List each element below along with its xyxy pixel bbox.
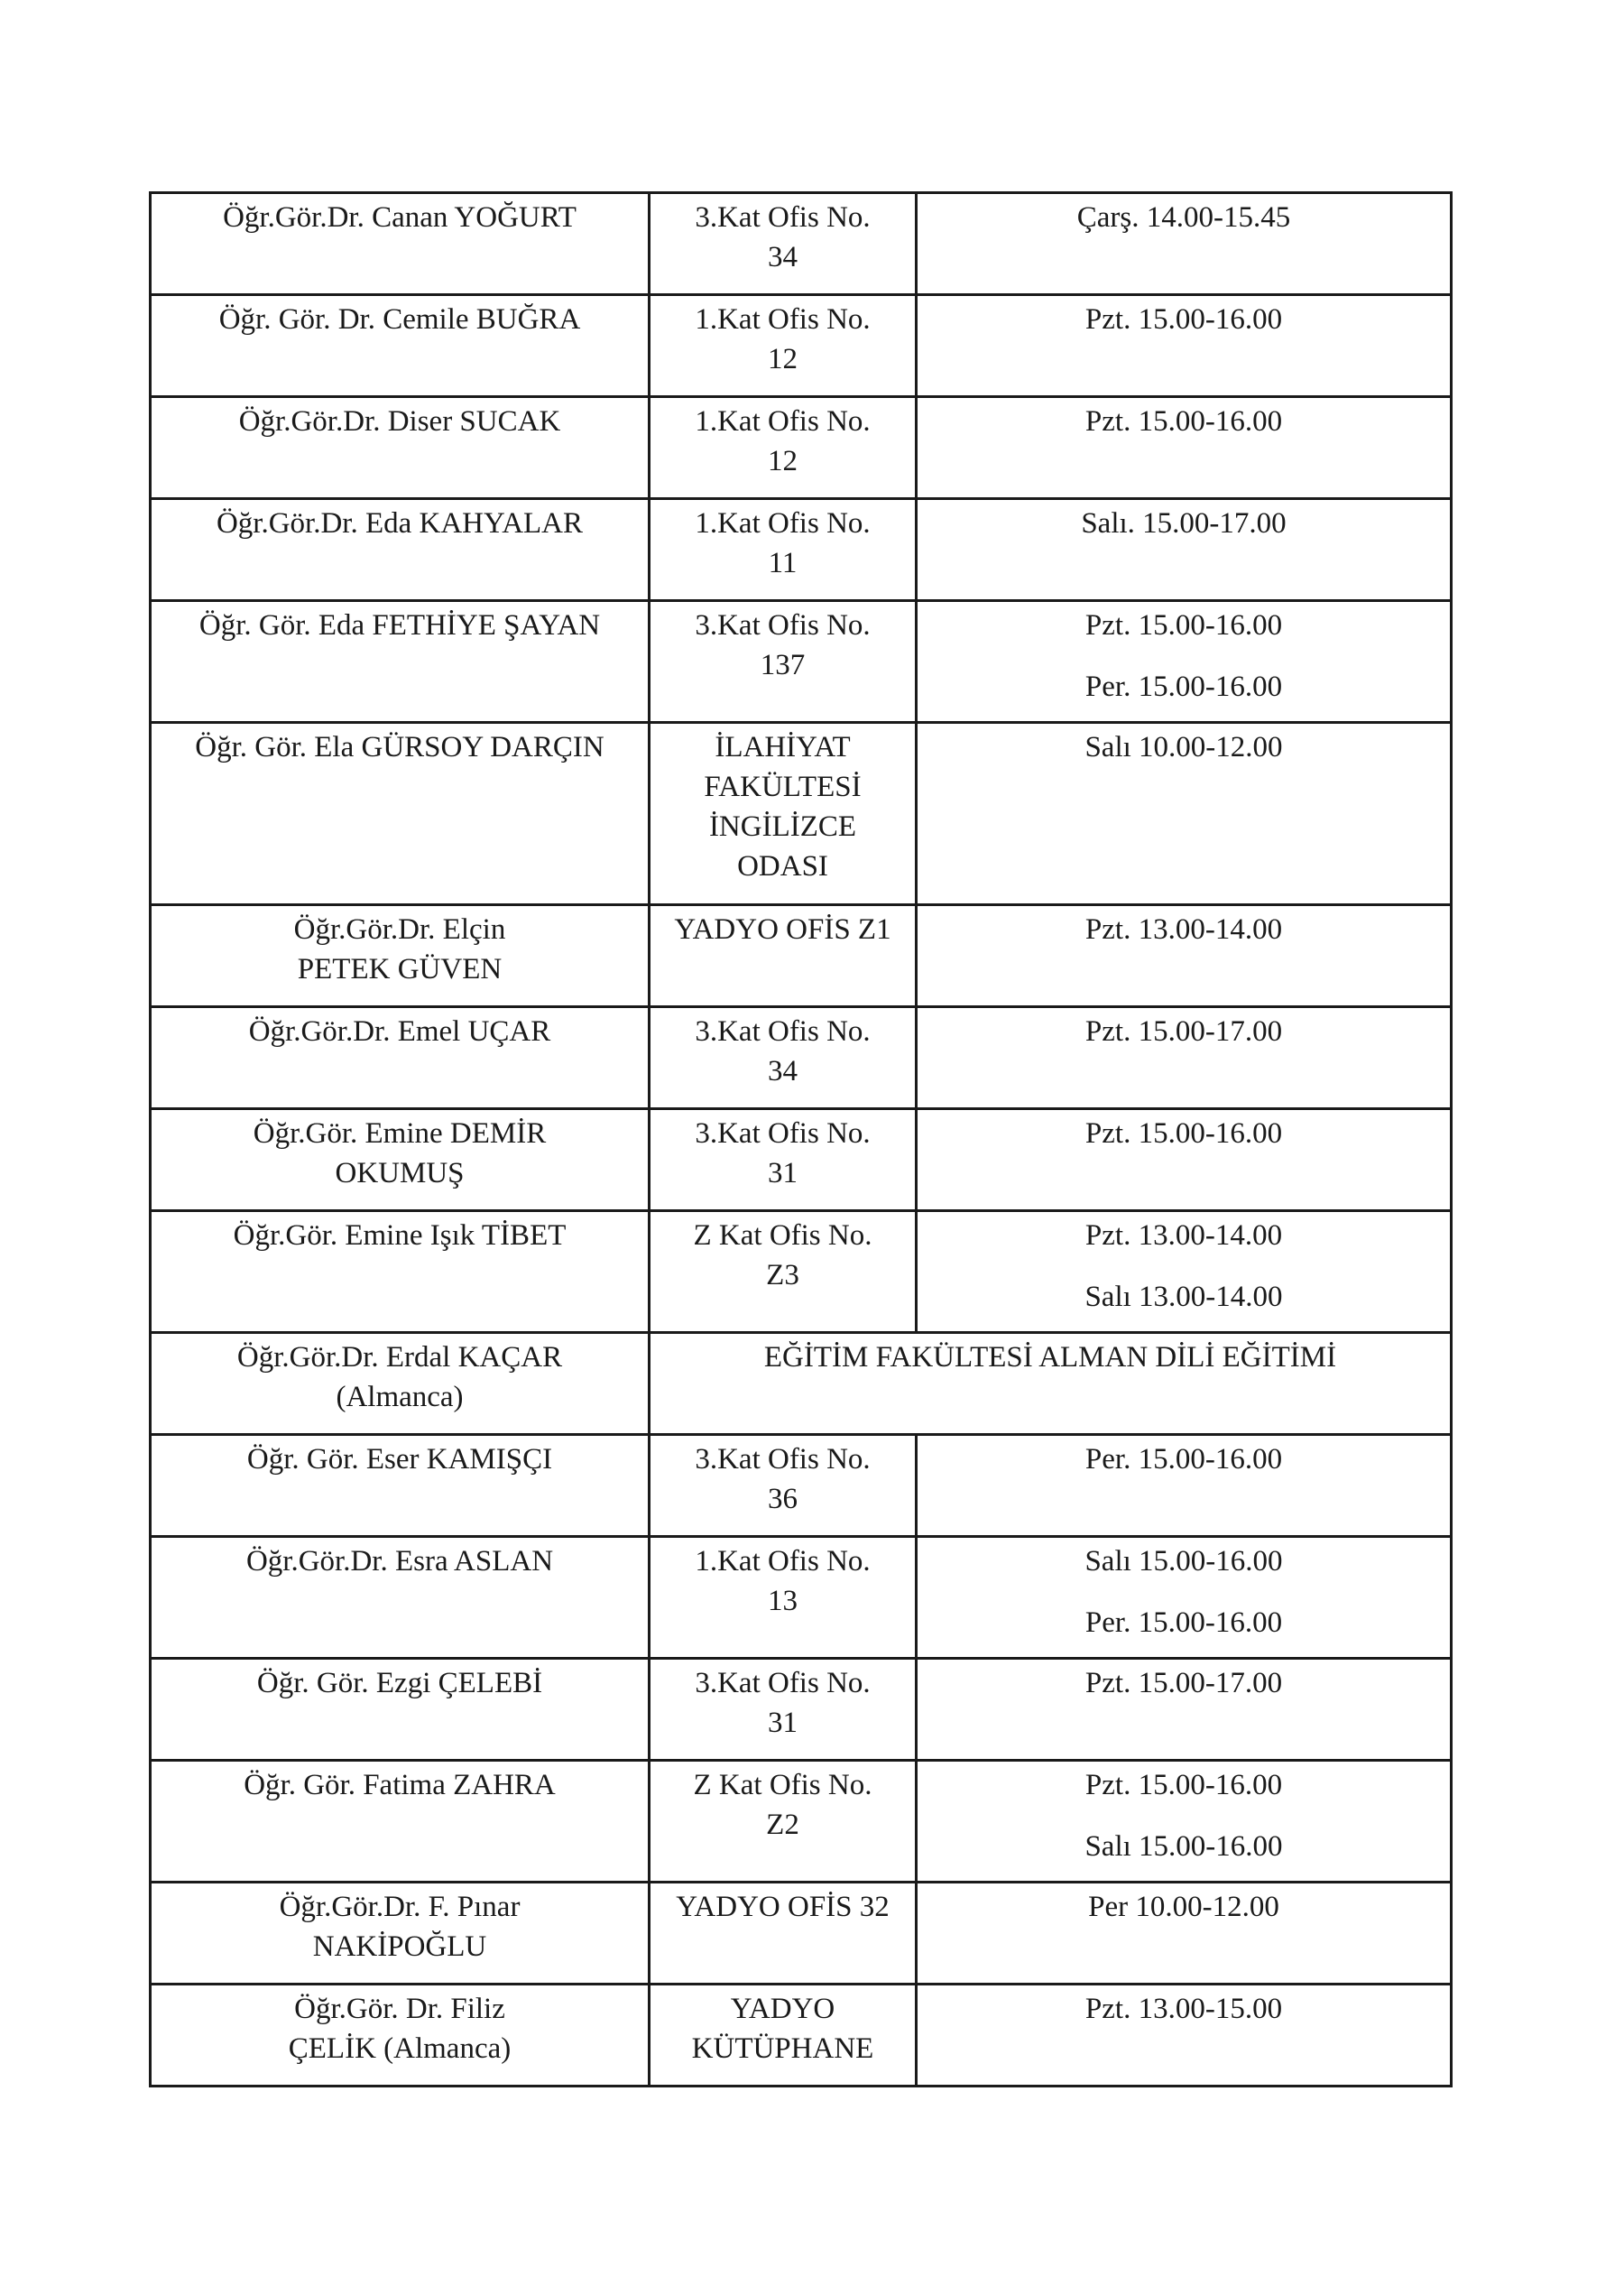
table-row (151, 1007, 1452, 1109)
office-line: 12 (768, 445, 798, 477)
merged-department-cell (650, 1333, 1452, 1435)
table-row (151, 1211, 1452, 1333)
table-row (151, 1435, 1452, 1537)
table-row (151, 601, 1452, 723)
office-line: 12 (768, 343, 798, 375)
instructor-name: PETEK GÜVEN (297, 953, 503, 986)
instructor-name-cell (151, 1761, 650, 1883)
office-hours-line: Per. 15.00-16.00 (1084, 1443, 1283, 1476)
office-hours-cell (917, 1659, 1452, 1761)
office-hours-line: Pzt. 15.00-16.00 (1084, 1117, 1283, 1150)
instructor-name-cell (151, 1883, 650, 1985)
office-line: ODASI (737, 850, 828, 883)
office-line: YADYO OFİS 32 (676, 1891, 890, 1923)
instructor-name: Öğr. Gör. Eda FETHİYE ŞAYAN (198, 609, 601, 642)
instructor-name: Öğr.Gör. Dr. Filiz (294, 1993, 505, 2025)
office-hours-line: Salı 13.00-14.00 (1084, 1281, 1283, 1313)
office-cell (650, 1007, 917, 1109)
office-hours-cell (917, 1761, 1452, 1883)
office-line: 31 (768, 1707, 798, 1739)
office-cell (650, 397, 917, 499)
office-hours-table (149, 191, 1453, 2087)
table-row (151, 1537, 1452, 1659)
instructor-name: Öğr.Gör.Dr. Emel UÇAR (248, 1015, 551, 1048)
office-hours-cell (917, 1883, 1452, 1985)
instructor-name-cell (151, 905, 650, 1007)
office-hours-line: Pzt. 13.00-14.00 (1084, 1219, 1283, 1252)
instructor-name: Öğr.Gör. Emine DEMİR (253, 1117, 547, 1150)
office-hours-line: Salı 15.00-16.00 (1084, 1830, 1283, 1863)
office-cell (650, 1537, 917, 1659)
office-line: FAKÜLTESİ (704, 771, 862, 803)
office-hours-line: Pzt. 15.00-16.00 (1084, 1769, 1283, 1801)
instructor-name: Öğr.Gör. Emine Işık TİBET (233, 1219, 567, 1252)
office-hours-line: Salı 10.00-12.00 (1084, 731, 1283, 763)
office-hours-line: Pzt. 15.00-17.00 (1084, 1015, 1283, 1048)
table-row (151, 1333, 1452, 1435)
office-line: 1.Kat Ofis No. (695, 507, 871, 540)
office-hours-cell (917, 1109, 1452, 1211)
instructor-name-cell (151, 1211, 650, 1333)
instructor-name-cell (151, 499, 650, 601)
office-line: Z Kat Ofis No. (693, 1219, 872, 1252)
office-hours-cell (917, 601, 1452, 723)
office-hours-cell (917, 1211, 1452, 1333)
instructor-name-cell (151, 295, 650, 397)
office-cell (650, 295, 917, 397)
office-hours-cell (917, 905, 1452, 1007)
office-cell (650, 1109, 917, 1211)
office-cell (650, 1659, 917, 1761)
instructor-name: Öğr. Gör. Dr. Cemile BUĞRA (218, 303, 581, 336)
office-line: KÜTÜPHANE (691, 2032, 874, 2065)
table-row (151, 723, 1452, 905)
office-hours-line: Salı. 15.00-17.00 (1081, 507, 1287, 540)
instructor-name: Öğr.Gör.Dr. Esra ASLAN (245, 1545, 554, 1578)
office-hours-line: Per. 15.00-16.00 (1084, 1606, 1283, 1639)
office-hours-cell (917, 1007, 1452, 1109)
instructor-name: Öğr. Gör. Ela GÜRSOY DARÇIN (195, 731, 604, 763)
office-line: Z Kat Ofis No. (693, 1769, 872, 1801)
office-cell (650, 1761, 917, 1883)
office-line: 3.Kat Ofis No. (695, 1015, 871, 1048)
instructor-name: (Almanca) (336, 1381, 464, 1413)
instructor-name: Öğr.Gör.Dr. Diser SUCAK (238, 405, 561, 438)
table-row (151, 193, 1452, 295)
table-row (151, 1659, 1452, 1761)
office-hours-cell (917, 295, 1452, 397)
office-hours-cell (917, 1537, 1452, 1659)
office-line: 34 (768, 241, 798, 273)
instructor-name: ÇELİK (Almanca) (288, 2032, 512, 2065)
office-hours-cell (917, 1435, 1452, 1537)
office-cell (650, 723, 917, 905)
instructor-name: Öğr.Gör.Dr. Canan YOĞURT (223, 201, 577, 234)
office-hours-line: Per. 15.00-16.00 (1084, 671, 1283, 703)
instructor-name-cell (151, 1985, 650, 2087)
office-line: 36 (768, 1483, 798, 1515)
office-hours-line: Çarş. 14.00-15.45 (1076, 201, 1291, 234)
instructor-name: OKUMUŞ (335, 1157, 465, 1189)
office-cell (650, 905, 917, 1007)
table-row (151, 295, 1452, 397)
instructor-name: Öğr. Gör. Ezgi ÇELEBİ (256, 1667, 543, 1699)
instructor-name-cell (151, 601, 650, 723)
instructor-name-cell (151, 1659, 650, 1761)
office-hours-cell (917, 1985, 1452, 2087)
table-row (151, 499, 1452, 601)
table-row (151, 397, 1452, 499)
office-line: 31 (768, 1157, 798, 1189)
office-line: 137 (760, 649, 806, 681)
office-hours-line: Pzt. 15.00-16.00 (1084, 405, 1283, 438)
office-cell (650, 1985, 917, 2087)
office-cell (650, 1435, 917, 1537)
instructor-name-cell (151, 1537, 650, 1659)
office-hours-cell (917, 397, 1452, 499)
table-row (151, 1109, 1452, 1211)
instructor-name: Öğr.Gör.Dr. F. Pınar (279, 1891, 521, 1923)
instructor-name-cell (151, 1435, 650, 1537)
office-cell (650, 601, 917, 723)
office-line: 3.Kat Ofis No. (695, 1117, 871, 1150)
office-line: 3.Kat Ofis No. (695, 609, 871, 642)
office-line: YADYO OFİS Z1 (674, 913, 891, 946)
table-row (151, 905, 1452, 1007)
office-hours-line: Salı 15.00-16.00 (1084, 1545, 1283, 1578)
office-line: 3.Kat Ofis No. (695, 1667, 871, 1699)
instructor-name-cell (151, 1109, 650, 1211)
instructor-name: Öğr. Gör. Eser KAMIŞÇI (246, 1443, 553, 1476)
office-hours-line: Pzt. 15.00-16.00 (1084, 609, 1283, 642)
instructor-name-cell (151, 723, 650, 905)
instructor-name-cell (151, 397, 650, 499)
table-row (151, 1883, 1452, 1985)
instructor-name-cell (151, 1333, 650, 1435)
instructor-name: Öğr.Gör.Dr. Eda KAHYALAR (216, 507, 584, 540)
instructor-name-cell (151, 1007, 650, 1109)
instructor-name-cell (151, 193, 650, 295)
office-line: 11 (768, 547, 798, 579)
office-cell (650, 193, 917, 295)
instructor-name: Öğr.Gör.Dr. Elçin (293, 913, 506, 946)
table-row (151, 1985, 1452, 2087)
office-cell (650, 1883, 917, 1985)
office-line: İNGİLİZCE (708, 810, 857, 843)
instructor-name: Öğr.Gör.Dr. Erdal KAÇAR (236, 1341, 563, 1374)
instructor-name: NAKİPOĞLU (312, 1930, 487, 1963)
office-line: Z2 (766, 1809, 799, 1841)
office-line: 34 (768, 1055, 798, 1087)
office-cell (650, 1211, 917, 1333)
office-hours-line: Pzt. 15.00-16.00 (1084, 303, 1283, 336)
office-line: 1.Kat Ofis No. (695, 303, 871, 336)
office-hours-line: Pzt. 13.00-14.00 (1084, 913, 1283, 946)
office-hours-line: Pzt. 15.00-17.00 (1084, 1667, 1283, 1699)
office-hours-line: Pzt. 13.00-15.00 (1084, 1993, 1283, 2025)
office-hours-cell (917, 193, 1452, 295)
office-hours-cell (917, 723, 1452, 905)
office-line: Z3 (766, 1259, 799, 1291)
office-line: İLAHİYAT (715, 731, 851, 763)
office-hours-cell (917, 499, 1452, 601)
office-hours-line: Per 10.00-12.00 (1088, 1891, 1279, 1923)
table-row (151, 1761, 1452, 1883)
office-line: YADYO (730, 1993, 835, 2025)
instructor-name: Öğr. Gör. Fatima ZAHRA (244, 1769, 556, 1801)
department-note: EĞİTİM FAKÜLTESİ ALMAN DİLİ EĞİTİMİ (763, 1341, 1337, 1374)
office-cell (650, 499, 917, 601)
office-line: 1.Kat Ofis No. (695, 1545, 871, 1578)
office-line: 13 (768, 1585, 798, 1617)
office-line: 3.Kat Ofis No. (695, 1443, 871, 1476)
office-line: 3.Kat Ofis No. (695, 201, 871, 234)
office-line: 1.Kat Ofis No. (695, 405, 871, 438)
